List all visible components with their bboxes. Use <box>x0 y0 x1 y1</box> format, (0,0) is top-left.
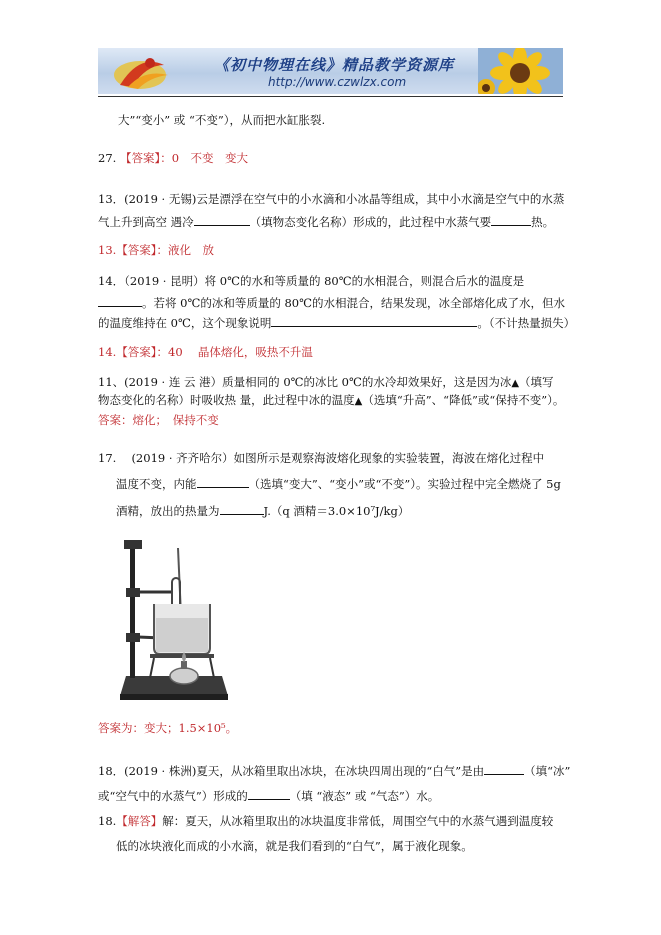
text-segment: （填“冰” <box>524 764 571 778</box>
answer-13: 13.【答案】：液化 放 <box>98 243 215 257</box>
answer-text: 【答案】：0 不变 变大 <box>119 151 249 165</box>
text-line: 大”“变小” 或 “不变”），从而把水缸胀裂. <box>118 113 326 127</box>
text-segment: 或“空气中的水蒸气”）形成的 <box>98 789 248 803</box>
header-rule <box>98 96 563 97</box>
question-14-line-3 <box>98 315 575 330</box>
answer-tag: 【解答】 <box>116 814 163 828</box>
text-segment: 18．(2019 · 株洲)夏天，从冰箱里取出冰块，在冰块四周出现的“白气”是由 <box>98 764 485 778</box>
fill-blank <box>491 214 531 226</box>
fill-blank <box>98 295 142 307</box>
text-segment: J.（q 酒精＝3.0×10⁷J/kg） <box>263 504 410 518</box>
answer-number: 27. <box>98 151 117 165</box>
text-segment: （填 “液态” 或 “气态”）水。 <box>289 789 440 803</box>
header-banner <box>98 48 563 94</box>
question-11-line-1 <box>98 375 554 391</box>
fill-blank <box>484 763 524 775</box>
question-17-line-3 <box>116 503 409 518</box>
banner-title: 《初中物理在线》精品教学资源库 <box>214 56 455 74</box>
fill-blank <box>220 503 264 515</box>
text-segment: 11、(2019 · 连 云 港）质量相同的 0℃的冰比 0℃的水冷却效果好，这是因为冰 <box>98 375 512 389</box>
text-segment: （填物态变化名称）形成的，此过程中水蒸气要 <box>249 215 492 229</box>
banner-url: http://www.czwlzx.com <box>268 75 407 89</box>
text-segment: （填写 <box>519 375 554 389</box>
text-segment: 。若将 0℃的冰和等质量的 80℃的水相混合，结果发现，冰全部熔化成了水，但水 <box>142 296 565 310</box>
experiment-apparatus-figure <box>112 528 236 706</box>
fill-blank <box>197 476 249 488</box>
answer-27 <box>98 151 248 165</box>
text-segment: 物态变化的名称）时吸收热 量，此过程中冰的温度 <box>98 393 355 407</box>
text-segment: （选填“变大”、“变小”或“不变”）。实验过程中完全燃烧了 5g <box>248 477 561 491</box>
question-17-line-2 <box>116 476 561 491</box>
answer-number: 18. <box>98 814 117 828</box>
answer-18-line-2: 低的冰块液化而成的小水滴，就是我们看到的“白气”，属于液化现象。 <box>116 839 473 853</box>
text-segment: 酒精，放出的热量为 <box>116 504 220 518</box>
fill-blank <box>271 315 477 327</box>
question-14-line-2 <box>98 295 565 310</box>
answer-18-line-1 <box>98 814 553 828</box>
text-segment: 。（不计热量损失） <box>477 316 576 330</box>
text-segment: （选填“升高”、“降低”或“保持不变”）。 <box>362 393 565 407</box>
question-18-line-1 <box>98 763 570 778</box>
question-13-line-2 <box>98 214 554 229</box>
fill-blank <box>194 214 250 226</box>
question-11-line-2 <box>98 393 564 409</box>
fill-blank <box>248 788 290 800</box>
triangle-marker-icon: ▲ <box>354 396 363 407</box>
answer-11: 答案：熔化； 保持不变 <box>98 413 219 427</box>
text-segment: 温度不变，内能 <box>116 477 197 491</box>
question-17-line-1: 17. (2019 · 齐齐哈尔）如图所示是观察海波熔化现象的实验装置，海波在熔化过程中 <box>98 451 545 465</box>
answer-17: 答案为：变大；1.5×10⁵。 <box>98 721 238 735</box>
triangle-marker-icon: ▲ <box>511 378 520 389</box>
question-13-line-1: 13．(2019 · 无锡)云是漂浮在空气中的小水滴和小冰晶等组成，其中小水滴是空气中的水蒸 <box>98 192 565 206</box>
site-logo-icon <box>110 51 174 93</box>
text-segment: 气上升到高空 遇冷 <box>98 215 194 229</box>
answer-14: 14.【答案】：40 晶体熔化，吸热不升温 <box>98 345 313 359</box>
sunflower-icon <box>478 48 563 94</box>
question-14-line-1: 14．（2019 · 昆明）将 0℃的水和等质量的 80℃的水相混合，则混合后水的温度是 <box>98 274 525 288</box>
question-18-line-2 <box>98 788 439 803</box>
text-segment: 解：夏天，从冰箱里取出的冰块温度非常低，周围空气中的水蒸气遇到温度较 <box>162 814 554 828</box>
text-segment: 的温度维持在 0℃，这个现象说明 <box>98 316 272 330</box>
text-segment: 热。 <box>531 215 555 229</box>
